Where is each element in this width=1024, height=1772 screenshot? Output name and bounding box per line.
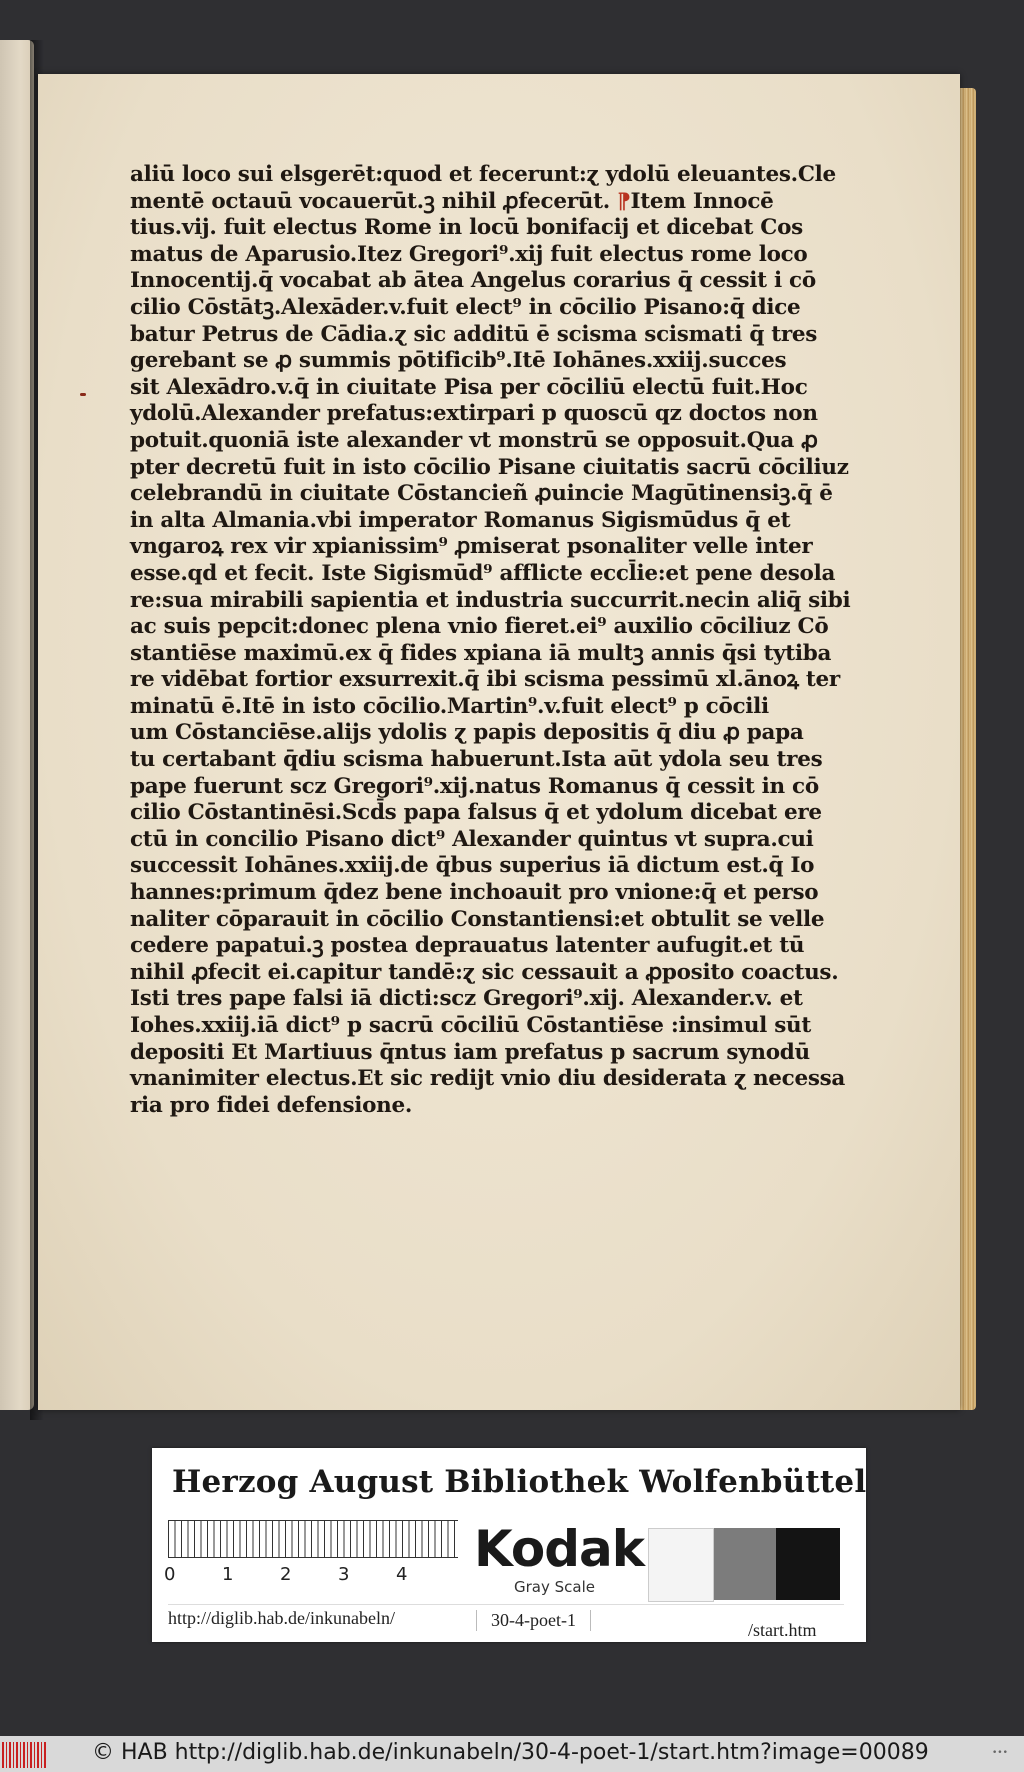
card-divider — [168, 1604, 844, 1605]
text-line: cedere papatui.ꝫ postea deprauatus latenter aufugit.et tū — [130, 933, 805, 959]
text-line: um Cōstanciēse.alijs ydolis ɀ papis depositis q̄ diu ꝓ papa — [130, 720, 804, 746]
text-line: Iohes.xxiij.iā dict⁹ p sacrū cōciliū Cōstantiēse :insimul sūt — [130, 1013, 811, 1038]
incunable-text-block — [130, 162, 851, 1119]
text-line: esse.qd et fecit. Iste Sigismūd⁹ afflicte eccl̄ie:et pene desola — [130, 560, 836, 586]
barcode-icon — [2, 1742, 46, 1768]
text-line: hannes:primum q̄dez bene inchoauit pro vnione:q̄ et perso — [130, 880, 819, 906]
footer-marker: ••• — [992, 1748, 1008, 1758]
text-line: depositi Et Martiuus q̄ntus iam prefatus p sacrum synodū — [130, 1039, 810, 1065]
gray-scale-label: Gray Scale — [514, 1578, 595, 1596]
gray-swatch-black — [776, 1528, 840, 1600]
text-line: gerebant se ꝓ summis pōtificib⁹.Itē Iohānes.xxiij.succes — [130, 348, 787, 374]
text-line: Isti tres pape falsi iā dicti:scz Gregori⁹.xij. Alexander.v. et — [130, 986, 803, 1012]
text-line: pter decretū fuit in isto cōcilio Pisane ciuitatis sacrū cōciliuz — [130, 454, 849, 480]
text-line: ria pro fidei defensione. — [130, 1092, 413, 1118]
card-url-base: http://diglib.hab.de/inkunabeln/ — [168, 1608, 395, 1628]
text-line: tu certabant q̄diu scisma habuerunt.Ista aūt ydola seu tres — [130, 747, 823, 773]
text-line: in alta Almania.vbi imperator Romanus Sigismūdus q̄ et — [130, 507, 791, 533]
ruler-ticks — [168, 1520, 458, 1558]
ruler-number: 4 — [396, 1564, 408, 1585]
rubric-mark: ⁋ — [617, 188, 631, 214]
gray-swatch-white — [648, 1528, 714, 1602]
text-line: successit Iohānes.xxiij.de q̄bus superius iā dictum est.q̄ Io — [130, 853, 815, 879]
margin-mark — [80, 393, 86, 396]
text-line: naliter cōparauit in cōcilio Constantiensi:et obtulit se velle — [130, 906, 825, 932]
text-line: vngaroꝝ rex vir xpianissim⁹ ꝓmiserat psonaliter velle inter — [130, 534, 813, 560]
ruler — [164, 1520, 458, 1590]
calibration-card — [152, 1448, 866, 1642]
text-line: vnanimiter electus.Et sic redijt vnio diu desiderata ɀ necessa — [130, 1066, 846, 1092]
text-line: re:sua mirabili sapientia et industria succurrit.necin aliq̄ sibi — [130, 587, 851, 613]
text-line: re vidēbat fortior exsurrexit.q̄ ibi scisma pessimū xl.ānoꝝ ter — [130, 667, 840, 693]
text-line: cilio Cōstātꝫ.Alexāder.v.fuit elect⁹ in cōcilio Pisano:q̄ dice — [130, 294, 801, 320]
text-line: ydolū.Alexander prefatus:extirpari p quoscū qz doctos non — [130, 401, 818, 427]
text-line: celebrandū in ciuitate Cōstancieñ ꝓuincie Magūtinensiꝫ.q̄ ē — [130, 481, 833, 507]
text-line: potuit.quoniā iste alexander vt monstrū se opposuit.Qua ꝓ — [130, 427, 818, 453]
text-line: minatū ē.Itē in isto cōcilio.Martin⁹.v.fuit elect⁹ p cōcili — [130, 693, 769, 719]
ruler-number: 2 — [280, 1564, 292, 1585]
text-line: tius.vij. fuit electus Rome in locū bonifacij et dicebat Cos — [130, 215, 803, 241]
card-url-suffix: /start.htm — [748, 1620, 817, 1640]
library-title: Herzog August Bibliothek Wolfenbüttel — [172, 1464, 867, 1500]
text-line: Innocentij.q̄ vocabat ab ātea Angelus corarius q̄ cessit i cō — [130, 268, 816, 294]
text-line: mentē octauū vocauerūt.ꝫ nihil ꝓfecerūt. ⁋Item Innocē — [130, 188, 774, 214]
card-url-id: 30-4-poet-1 — [476, 1610, 591, 1631]
text-line: matus de Aparusio.Itez Gregori⁹.xij fuit electus rome loco — [130, 241, 808, 267]
kodak-logo: Kodak — [474, 1520, 644, 1578]
footer-source-url[interactable]: © HAB http://diglib.hab.de/inkunabeln/30-4-poet-1/start.htm?image=00089 — [92, 1740, 929, 1765]
text-line: aliū loco sui elsgerēt:quod et fecerunt:ɀ ydolū eleuantes.Cle — [130, 162, 836, 187]
text-line: pape fuerunt scz Gregori⁹.xij.natus Romanus q̄ cessit in cō — [130, 773, 819, 799]
text-line: sit Alexādro.v.q̄ in ciuitate Pisa per cōciliū electū fuit.Hoc — [130, 374, 808, 400]
gray-swatch-mid — [714, 1528, 776, 1600]
text-line: batur Petrus de Cādia.ɀ sic additū ē scisma scismati q̄ tres — [130, 321, 818, 347]
text-line: cilio Cōstantinēsi.Scd̄s papa falsus q̄ et ydolum dicebat ere — [130, 800, 822, 826]
ruler-number: 1 — [222, 1564, 234, 1585]
text-line: nihil ꝓfecit ei.capitur tandē:ɀ sic cessauit a ꝓposito coactus. — [130, 959, 839, 985]
text-line: ctū in concilio Pisano dict⁹ Alexander quintus vt supra.cui — [130, 826, 814, 852]
text-line: stantiēse maximū.ex q̄ fides xpiana iā multꝫ annis q̄si tytiba — [130, 640, 832, 666]
footer-bar — [0, 1736, 1024, 1772]
previous-leaf-edge — [0, 40, 34, 1410]
ruler-number: 0 — [164, 1564, 176, 1585]
ruler-number: 3 — [338, 1564, 350, 1585]
text-line: ac suis pepcit:donec plena vnio fieret.ei⁹ auxilio cōciliuz Cō — [130, 614, 829, 640]
